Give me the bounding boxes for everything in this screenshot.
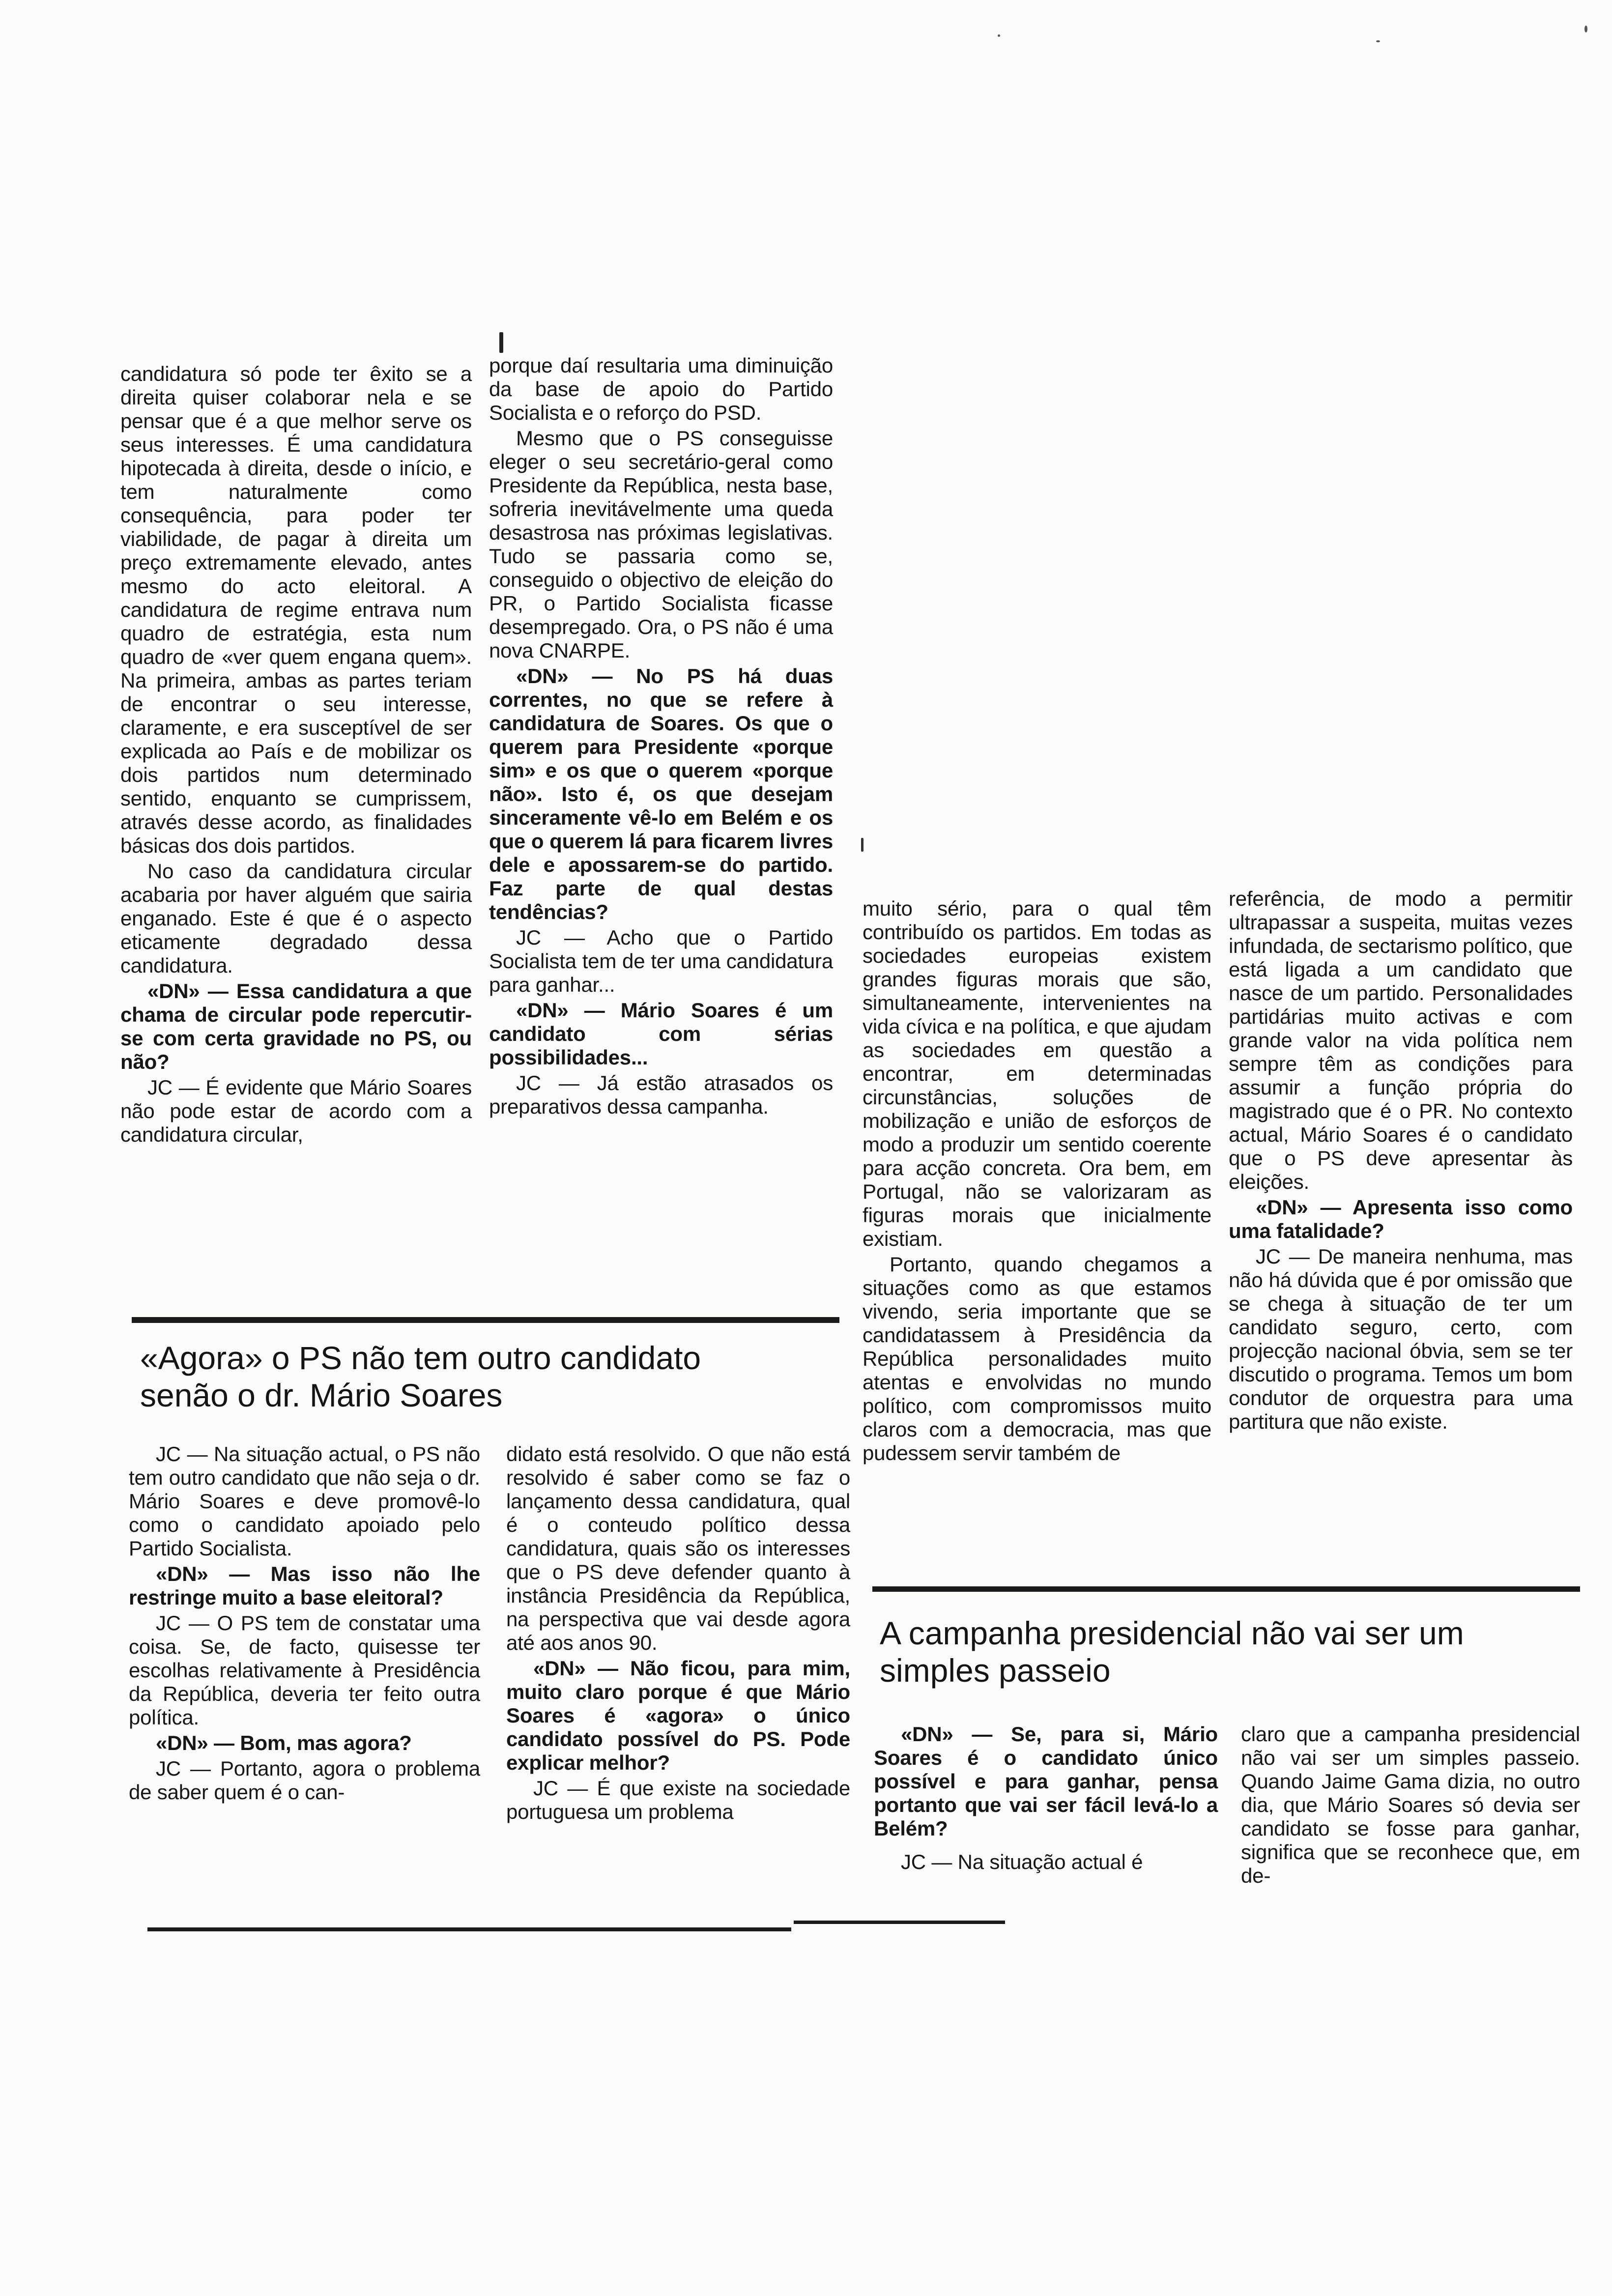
section-divider bbox=[872, 1586, 1580, 1592]
article-column-1 bbox=[120, 362, 472, 1148]
article-column-4 bbox=[1241, 1722, 1580, 1890]
article-column-3 bbox=[863, 897, 1211, 1467]
interview-question: «DN» — Não ficou, para mim, muito claro porque é que Mário Soares é «agora» o único candidato possível do PS. Pode explicar melhor? bbox=[506, 1657, 850, 1774]
interview-question: «DN» — Se, para si, Mário Soares é o candidato único possível e para ganhar, pensa portanto que vai ser fácil levá-lo a Belém? bbox=[874, 1722, 1218, 1840]
article-column-2 bbox=[506, 1442, 850, 1826]
paper-speck bbox=[1376, 40, 1380, 42]
interview-answer: JC — Na situação actual é bbox=[901, 1850, 1143, 1873]
interview-answer: JC — Acho que o Partido Socialista tem de ter uma candidatura para ganhar... bbox=[489, 926, 833, 996]
paragraph: Mesmo que o PS conseguisse eleger o seu secretário-geral como Presidente da República, nesta base, sofreria inevitávelmente uma queda desastrosa nas próximas legislativas. Tudo se passaria como se, conseguido o objectivo de eleição do PR, o Partido Socialista ficasse desempregado. Ora, o PS não é uma nova CNARPE. bbox=[489, 427, 833, 662]
interview-answer: JC — Portanto, agora o problema de saber quem é o can- bbox=[129, 1757, 480, 1804]
paragraph: candidatura só pode ter êxito se a direita quiser colaborar nela e se pensar que é a que melhor serve os seus interesses. É uma candidatura hipotecada à direita, desde o início, e tem naturalmente como consequência, para poder ter viabilidade, de pagar à direita um preço extremamente elevado, antes mesmo do acto eleitoral. A candidatura de regime entrava num quadro de estratégia, esta num quadro de «ver quem engana quem». Na primeira, ambas as partes teriam de encontrar o seu interesse, claramente, e era susceptível de ser explicada ao País e de mobilizar os dois partidos num determinado sentido, enquanto se cumprissem, através desse acordo, as finalidades básicas dos dois partidos. bbox=[120, 362, 472, 857]
article-column-2 bbox=[489, 354, 833, 1120]
section-headline: «Agora» o PS não tem outro candidato senão o dr. Mário Soares bbox=[140, 1340, 701, 1413]
paragraph: muito sério, para o qual têm contribuído os partidos. Em todas as sociedades europeias existem grandes figuras morais que são, simultaneamente, intervenientes na vida cívica e na política, e que ajudam as sociedades em questão a encontrar, em determinadas circunstâncias, soluções de mobilização e união de esforços de modo a produzir um sentido coerente para acção concreta. Ora bem, em Portugal, não se valorizaram as figuras morais que inicialmente existiam. bbox=[863, 897, 1211, 1250]
interview-answer: JC — É que existe na sociedade portuguesa um problema bbox=[506, 1777, 850, 1823]
paragraph: Portanto, quando chegamos a situações como as que estamos vivendo, seria importante que se candidatassem à Presidência da República personalidades muito atentas e envolvidas no mundo político, com compromissos muito claros com a democracia, mas que pudessem servir também de bbox=[863, 1253, 1211, 1464]
interview-answer: JC — Já estão atrasados os preparativos dessa campanha. bbox=[489, 1071, 833, 1118]
interview-question: «DN» — Mário Soares é um candidato com sérias possibilidades... bbox=[489, 999, 833, 1069]
interview-answer: JC — De maneira nenhuma, mas não há dúvida que é por omissão que se chega à situação de ter um candidato seguro, certo, com projecção nacional óbvia, sem se ter discutido o programa. Temos um bom condutor de orquestra para uma partitura que não existe. bbox=[1229, 1245, 1573, 1433]
interview-answer: JC — É evidente que Mário Soares não pode estar de acordo com a candidatura circular, bbox=[120, 1076, 472, 1146]
interview-question: «DN» — Mas isso não lhe restringe muito a base eleitoral? bbox=[129, 1562, 480, 1609]
interview-answer: JC — O PS tem de constatar uma coisa. Se, de facto, quisesse ter escolhas relativamente à Presidência da República, deveria ter feito outra política. bbox=[129, 1611, 480, 1729]
paragraph: No caso da candidatura circular acabaria por haver alguém que sairia enganado. Este é que é o aspecto eticamente degradado dessa candidatura. bbox=[120, 860, 472, 977]
paragraph: porque daí resultaria uma diminuição da base de apoio do Partido Socialista e o reforço do PSD. bbox=[489, 354, 833, 424]
paragraph: claro que a campanha presidencial não vai ser um simples passeio. Quando Jaime Gama dizia, no outro dia, que Mário Soares só devia ser candidato se fosse para ganhar, significa que se reconhece que, em de- bbox=[1241, 1722, 1580, 1887]
paragraph: didato está resolvido. O que não está resolvido é saber como se faz o lançamento dessa candidatura, qual é o conteudo político dessa candidatura, quais são os interesses que o PS deve defender quanto à instância Presidência da República, na perspectiva que vai desde agora até aos anos 90. bbox=[506, 1442, 850, 1654]
article-column-4 bbox=[1229, 887, 1573, 1435]
paragraph: referência, de modo a permitir ultrapassar a suspeita, muitas vezes infundada, de sectarismo político, que está ligada a um candidato que nasce de um partido. Personalidades partidárias muito activas e com grande valor na vida política nem sempre têm as condições para assumir a função própria do magistrado que é o PR. No contexto actual, Mário Soares é o candidato que o PS deve apresentar às eleições. bbox=[1229, 887, 1573, 1193]
section-headline: A campanha presidencial não vai ser um simples passeio bbox=[880, 1615, 1464, 1689]
interview-answer: JC — Na situação actual, o PS não tem outro candidato que não seja o dr. Mário Soares e deve promovê-lo como o candidato apoiado pelo Partido Socialista. bbox=[129, 1442, 480, 1560]
paper-speck bbox=[499, 332, 503, 353]
article-column-3 bbox=[874, 1722, 1218, 1876]
interview-question: «DN» — Apresenta isso como uma fatalidade? bbox=[1229, 1196, 1573, 1242]
paper-speck bbox=[998, 34, 1000, 37]
bottom-rule bbox=[147, 1927, 791, 1931]
article-column-1 bbox=[129, 1442, 480, 1806]
section-divider bbox=[132, 1317, 839, 1323]
interview-question: «DN» — No PS há duas correntes, no que se refere à candidatura de Soares. Os que o querem para Presidente «porque sim» e os que o querem «porque não». Isto é, os que desejam sinceramente vê-lo em Belém e os que o querem lá para ficarem livres dele e apossarem-se do partido. Faz parte de qual destas tendências? bbox=[489, 664, 833, 923]
interview-question: «DN» — Bom, mas agora? bbox=[156, 1731, 412, 1754]
bottom-rule bbox=[794, 1921, 1005, 1924]
paper-speck bbox=[1584, 26, 1587, 32]
paper-speck bbox=[861, 838, 864, 852]
interview-question: «DN» — Essa candidatura a que chama de circular pode repercutir-se com certa gravidade no PS, ou não? bbox=[120, 979, 472, 1073]
